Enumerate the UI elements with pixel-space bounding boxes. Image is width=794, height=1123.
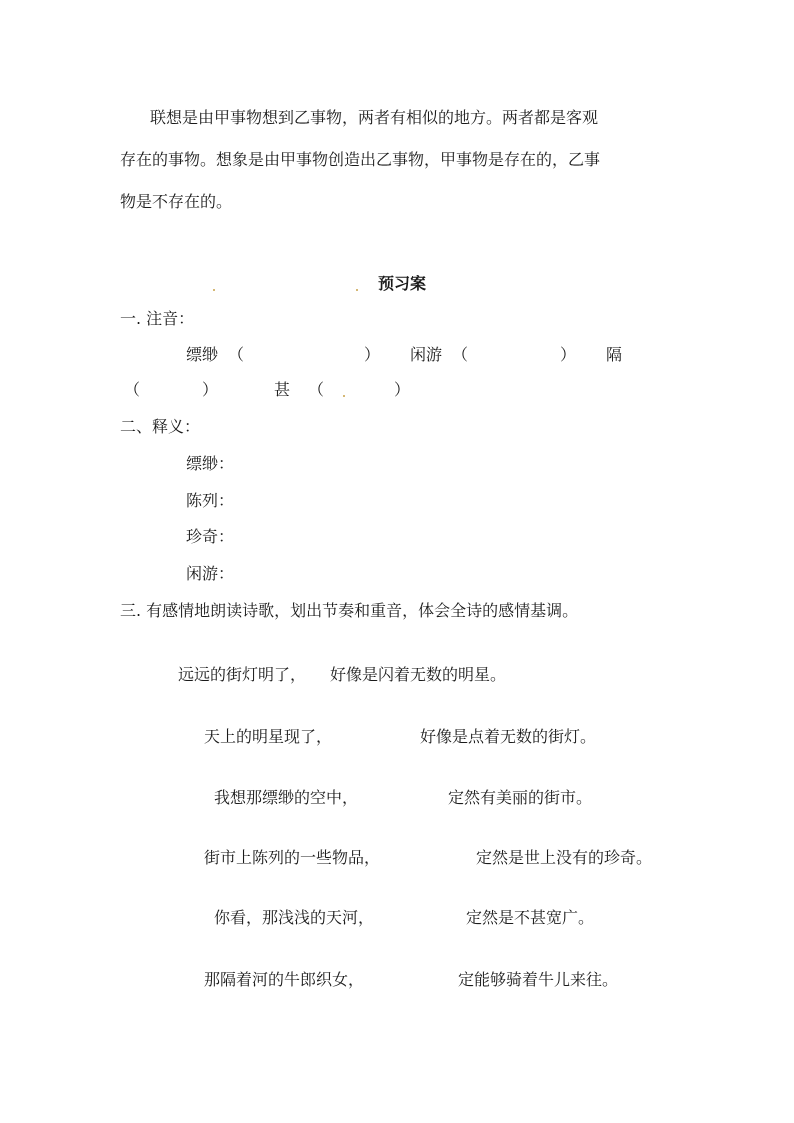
intro-line-1: 联想是由甲事物想到乙事物，两者有相似的地方。两者都是客观 [150, 108, 599, 127]
close-paren: ） [364, 345, 381, 364]
pinyin-word-4: 甚 [274, 380, 291, 399]
pinyin-word-3: 隔 [606, 345, 623, 364]
poem-line-second-half: 定能够骑着牛儿来往。 [458, 970, 619, 989]
decorative-dot [356, 289, 358, 291]
intro-line-2: 存在的事物。想象是由甲事物创造出乙事物，甲事物是存在的，乙事 [120, 150, 601, 169]
meaning-item: 缥缈： [186, 454, 235, 473]
open-paren: （ [308, 380, 325, 399]
poem-line-first-half: 你看，那浅浅的天河， [214, 908, 375, 927]
poem-line-second-half: 定然有美丽的街市。 [448, 788, 593, 807]
decorative-dot [213, 289, 215, 291]
reading-heading: 三. 有感情地朗读诗歌，划出节奏和重音，体会全诗的感情基调。 [120, 601, 579, 620]
poem-line-second-half: 定然是世上没有的珍奇。 [476, 848, 653, 867]
close-paren: ） [202, 380, 219, 399]
poem-line-second-half: 好像是点着无数的街灯。 [420, 727, 597, 746]
poem-line-first-half: 那隔着河的牛郎织女， [204, 970, 365, 989]
pinyin-heading: 一. 注音： [120, 309, 195, 328]
poem-line-second-half: 定然是不甚宽广。 [466, 908, 595, 927]
decorative-dot [343, 395, 345, 397]
poem-line-first-half: 远远的街灯明了， [178, 665, 307, 684]
open-paren: （ [228, 345, 245, 364]
intro-line-3: 物是不存在的。 [120, 192, 233, 211]
meaning-item: 陈列： [186, 491, 235, 510]
poem-line-first-half: 我想那缥缈的空中， [214, 788, 359, 807]
pinyin-word-2: 闲游 [410, 345, 443, 364]
pinyin-word-1: 缥缈 [186, 345, 219, 364]
close-paren: ） [394, 380, 411, 399]
close-paren: ） [560, 345, 577, 364]
poem-line-second-half: 好像是闪着无数的明星。 [330, 665, 507, 684]
poem-line-first-half: 街市上陈列的一些物品， [204, 848, 381, 867]
meaning-item: 珍奇： [186, 527, 235, 546]
meaning-item: 闲游： [186, 564, 235, 583]
meanings-heading: 二、释义： [120, 417, 201, 436]
open-paren: （ [452, 345, 469, 364]
section-title: 预习案 [378, 274, 427, 293]
poem-line-first-half: 天上的明星现了， [204, 727, 333, 746]
open-paren: （ [124, 380, 141, 399]
